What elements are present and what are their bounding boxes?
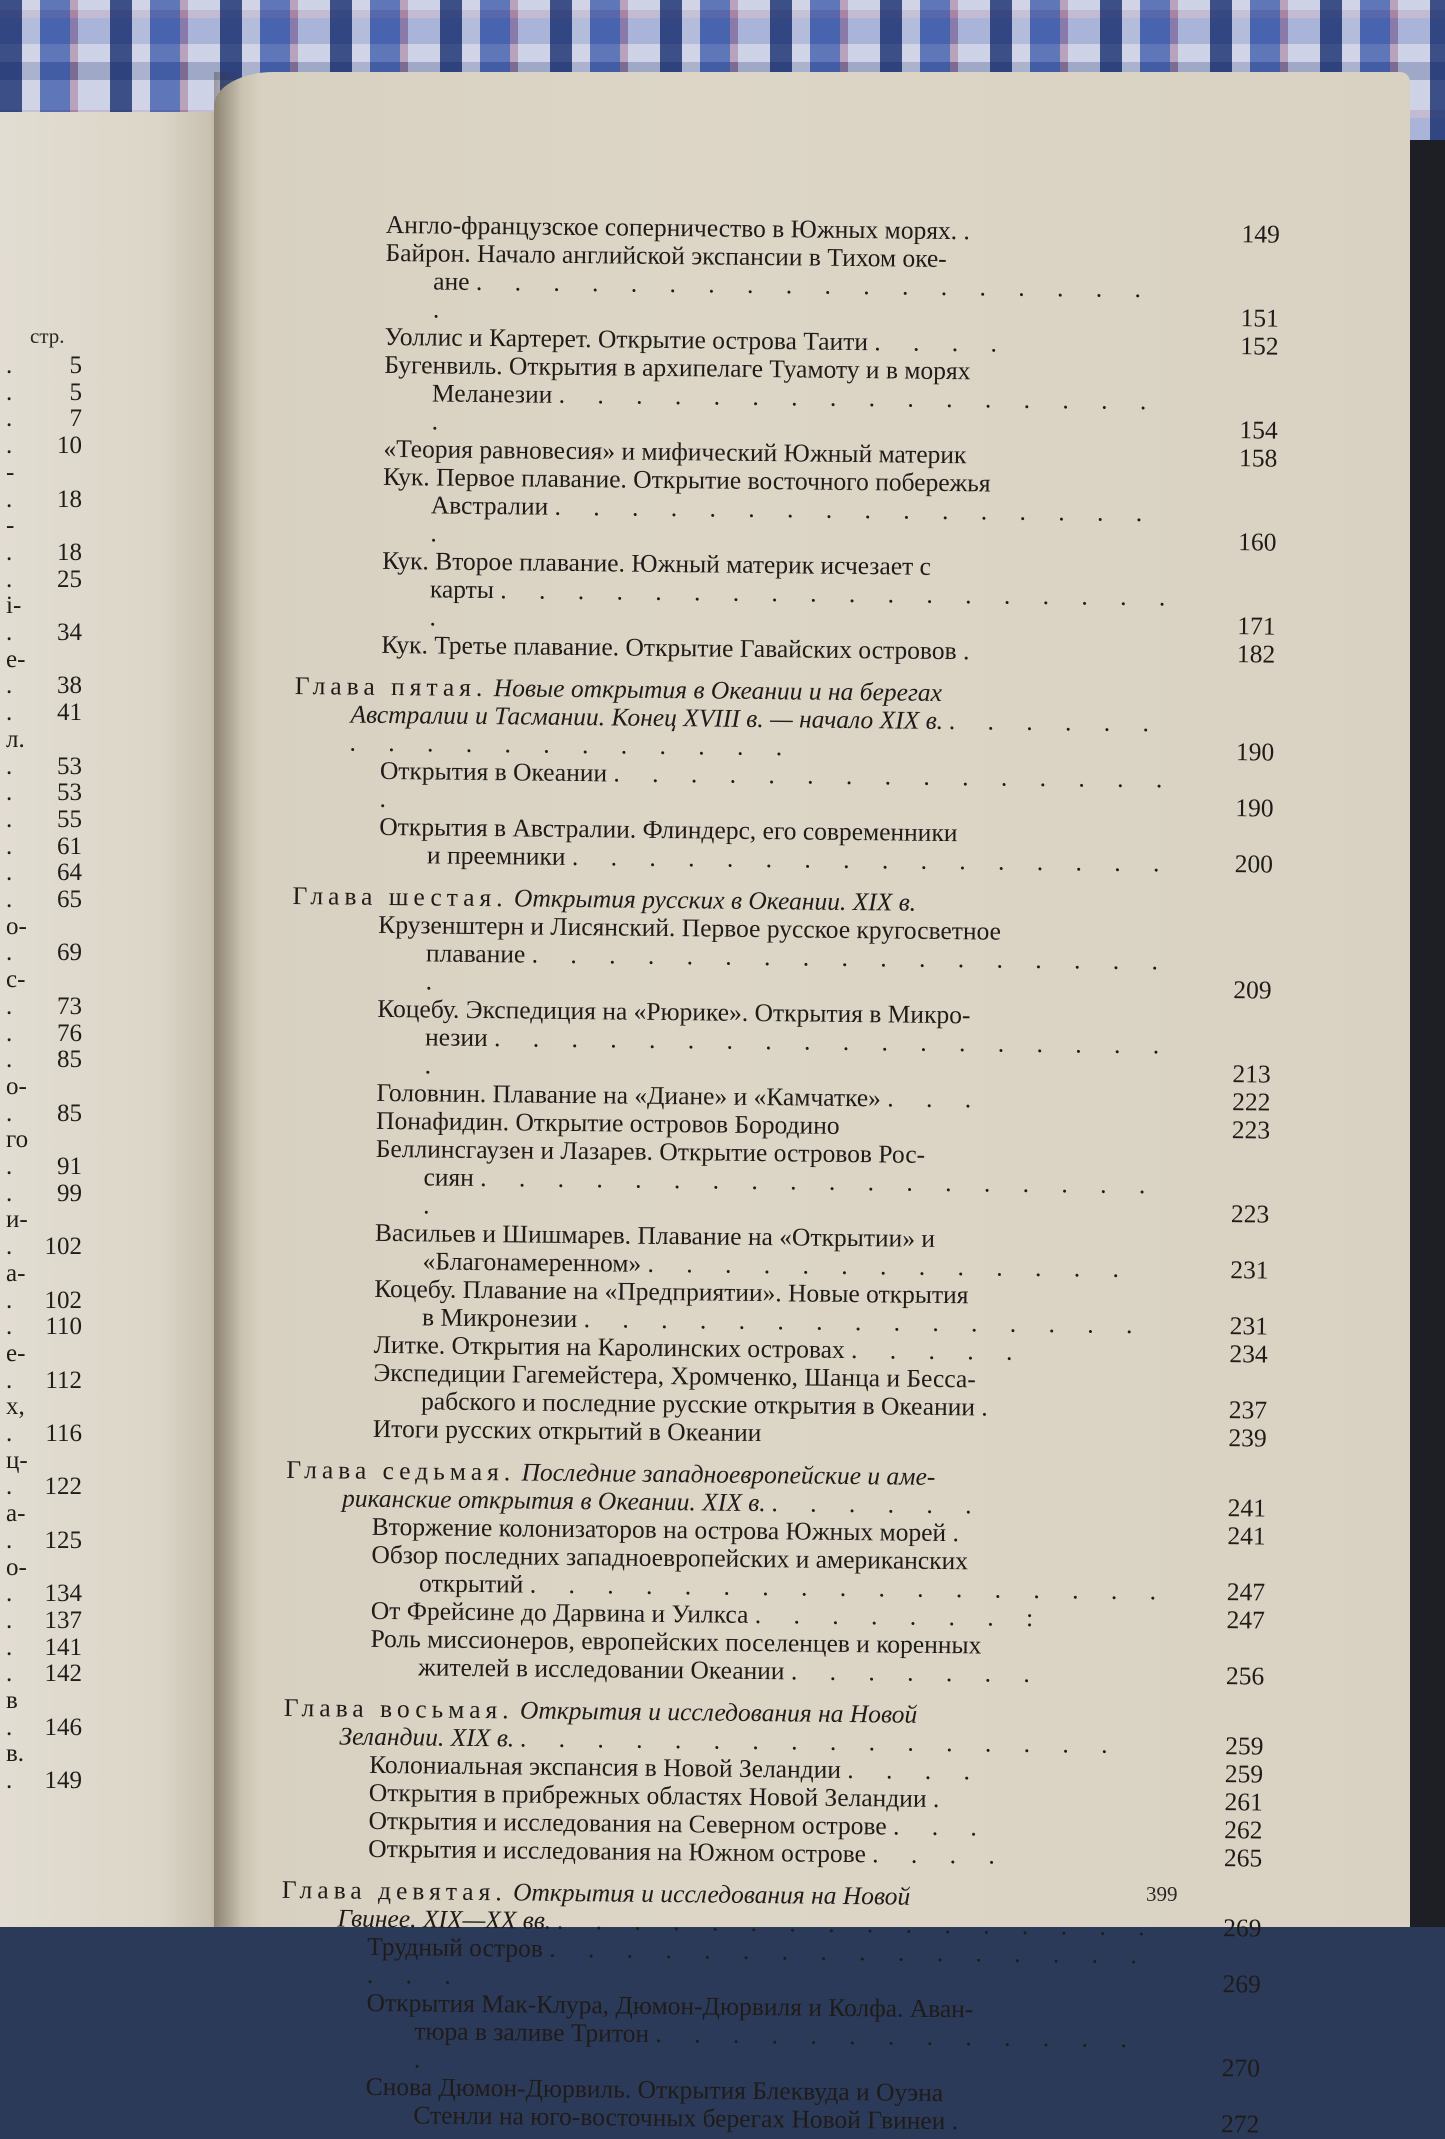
page-number: 99 [22,1180,82,1208]
left-page-row [0,1500,226,1528]
entry-title: Головнин. Плавание на «Диане» и «Камчатке» [376,1078,881,1112]
entry-title-cont: тюра в заливе Тритон . . . . . . . . . . . . . . [366,2017,1171,2082]
left-page-row [0,1046,226,1074]
page-number: 125 [22,1527,82,1555]
toc-entry [370,1625,1265,1691]
page-number: 10 [22,432,82,460]
table-of-contents [279,210,1280,2138]
chapter-8 [282,1694,1264,1873]
left-page-row [0,1100,226,1128]
chapter-5 [293,672,1275,879]
row-fragment: х, [6,1393,25,1421]
page-number: 171 [1195,612,1275,641]
page-number: 231 [1188,1312,1268,1341]
row-fragment: . [6,619,12,647]
page-number: 262 [1182,1816,1262,1845]
entry-title: Бугенвиль. Открытия в архипелаге Туамоту и в морях [384,350,970,385]
left-page-row [0,1340,226,1368]
left-page-row [0,459,226,487]
left-page-row [0,1687,226,1715]
page-number: 55 [22,806,82,834]
row-fragment: . [6,833,12,861]
chapter-title-cont: Австралии и Тасмании. Конец XVIII в. — начало XIX в. . . . . . . . . . . . . . . . . . . [294,700,1185,766]
page-number: 265 [1182,1844,1262,1873]
entry-title: Кук. Третье плавание. Открытие Гавайских островов [381,630,957,665]
left-page-row [0,672,226,700]
page-number: 61 [22,833,82,861]
toc-entry [381,547,1276,641]
entry-title: Байрон. Начало английской экспансии в Тихом оке- [385,238,947,273]
page-number: 158 [1197,444,1277,473]
leader-dots: . . . . [872,1839,1008,1869]
row-fragment: . [6,753,12,781]
row-fragment: е- [6,646,25,674]
left-page-row [0,432,226,460]
row-fragment: - [6,459,14,487]
toc-entry [379,813,1274,879]
page-number: 149 [22,1767,82,1795]
chapter-title: Последние западноевропейские и аме- [521,1457,935,1490]
page-number: 141 [22,1634,82,1662]
page-number: 65 [22,886,82,914]
page-number: 110 [22,1313,82,1341]
entry-title: Роль миссионеров, европейских поселенцев и коренных [370,1624,981,1660]
page-number: 5 [22,352,82,380]
toc-entry [384,351,1279,445]
toc-block-chapter4-end [295,210,1280,669]
entry-title: Открытия в прибрежных областях Новой Зеландии [369,1778,927,1813]
entry-title: Коцебу. Плавание на «Предприятии». Новые открытия [374,1274,968,1309]
entry-title: Кук. Первое плавание. Открытие восточного побережья [383,462,991,498]
entry-title-cont: «Благонамеренном» . . . . . . . . . . . . . [374,1247,1178,1284]
page-number: 41 [22,699,82,727]
page-number: 239 [1187,1424,1267,1453]
left-page-row [0,1420,226,1448]
page-number: 53 [22,753,82,781]
left-page-row [0,1367,226,1395]
left-page-row [0,1740,226,1768]
page-number: 34 [22,619,82,647]
row-fragment: . [6,1527,12,1555]
row-fragment: . [6,672,12,700]
row-fragment: - [6,512,14,540]
row-fragment: . [6,566,12,594]
chapter-title-cont: риканские открытия в Океании. XIX в. . . . . . . [286,1484,1176,1522]
page-number: 237 [1187,1396,1267,1425]
row-fragment: . [6,1233,12,1261]
page-number: 182 [1195,640,1275,669]
row-fragment: . [6,1420,12,1448]
toc-entry [385,239,1280,333]
row-fragment: а- [6,1260,25,1288]
left-page [0,112,226,1927]
page-number: 18 [22,486,82,514]
entry-title: От Фрейсине до Дарвина и Уилкса [371,1596,749,1629]
page-number: 85 [22,1100,82,1128]
left-page-row [0,405,226,433]
left-page-row [0,1393,226,1421]
entry-title: Открытия в Австралии. Флиндерс, его современники [379,812,957,847]
leader-dots: . . . [893,1812,990,1842]
page-number: 247 [1185,1606,1265,1635]
entry-title-cont: жителей в исследовании Океании . . . . . . . [370,1653,1174,1690]
row-fragment: . [6,1367,12,1395]
row-fragment: го [6,1126,28,1154]
left-page-row [0,1153,226,1181]
left-page-row [0,859,226,887]
page-number: 146 [22,1714,82,1742]
left-page-row [0,1714,226,1742]
row-fragment: . [6,1473,12,1501]
leader-dots: . . . . . . . . . . . . . . . . [379,758,1175,813]
left-page-row [0,726,226,754]
leader-dots: . [933,1784,953,1813]
row-fragment: . [6,1660,12,1688]
left-page-row [0,1554,226,1582]
chapter-title-cont: Зеландии. XIX в. . . . . . . . . . . . . . . . . [283,1722,1173,1760]
page-number: 134 [22,1580,82,1608]
left-page-row [0,913,226,941]
row-fragment: е- [6,1340,25,1368]
row-fragment: . [6,939,12,967]
leader-dots: . . . . [874,327,1010,357]
left-page-row [0,939,226,967]
row-fragment: . [6,886,12,914]
entry-title-cont: Меланезии . . . . . . . . . . . . . . . . . [384,379,1189,444]
toc-entry [382,463,1277,557]
left-page-row [0,753,226,781]
chapter-label: Глава седьмая. [286,1455,515,1486]
chapter-entries [287,910,1273,1453]
entry-title: Коцебу. Экспедиция на «Рюрике». Открытия в Микро- [377,994,970,1029]
entry-title: Открытия и исследования на Южном острове [368,1834,866,1868]
page-number: 272 [1179,2110,1259,2139]
toc-entry [365,2073,1260,2139]
entry-title: Беллинсгаузен и Лазарев. Открытие островов Рос- [376,1134,926,1169]
entry-title: Трудный остров [367,1932,543,1963]
entry-title-cont: плавание . . . . . . . . . . . . . . . . . . [378,939,1183,1004]
row-fragment: . [6,1046,12,1074]
chapter-label: Глава шестая. [292,881,507,912]
left-page-row [0,592,226,620]
chapter-heading [294,672,1275,767]
row-fragment: . [6,1714,12,1742]
left-page-row [0,1126,226,1154]
row-fragment: ц- [6,1447,28,1475]
left-page-row [0,1634,226,1662]
row-fragment: . [6,432,12,460]
entry-title: Англо-французское соперничество в Южных морях. [386,210,958,245]
left-page-row [0,779,226,807]
chapter-label: Глава пятая. [295,671,488,702]
row-fragment: . [6,1313,12,1341]
entry-title: Открытия в Океании [380,756,608,787]
row-fragment: . [6,1767,12,1795]
entry-title-cont: Стенли на юго-восточных берегах Новой Гвинеи . [365,2101,1169,2138]
entry-title: Обзор последних западноевропейских и американских [371,1540,968,1575]
row-fragment: л. [6,726,25,754]
page-number: 91 [22,1153,82,1181]
page-number: 76 [22,1020,82,1048]
left-page-row [0,486,226,514]
row-fragment: . [6,1100,12,1128]
page-number: 190 [1193,794,1273,823]
page-number: 73 [22,993,82,1021]
row-fragment: . [6,699,12,727]
page-number: 102 [22,1287,82,1315]
page-number: 259 [1183,1760,1263,1789]
entry-title-cont: и преемники . . . . . . . . . . . . . . . . [379,841,1183,878]
entry-title: Снова Дюмон-Дюрвиль. Открытия Блеквуда и Оуэна [366,2072,944,2107]
page-number: 241 [1186,1494,1266,1523]
chapter-entries [293,756,1274,879]
page-number: 53 [22,779,82,807]
chapter-title: Новые открытия в Океании и на берегах [494,673,943,707]
left-page-row [0,539,226,567]
dark-surface-edge [1405,140,1445,1927]
entry-title: Литке. Открытия на Каролинских островах [374,1330,845,1364]
page-number: 190 [1194,738,1274,767]
row-fragment: . [6,539,12,567]
page-number: 69 [22,939,82,967]
left-page-row [0,646,226,674]
left-page-row [0,833,226,861]
page-number: 160 [1196,528,1276,557]
row-fragment: и- [6,1206,28,1234]
entry-title-cont: рабского и последние русские открытия в Океании . [373,1387,1177,1424]
entry-title-cont: ане . . . . . . . . . . . . . . . . . . . [385,267,1190,332]
left-page-row [0,1180,226,1208]
left-page-row [0,699,226,727]
page-number: 142 [22,1660,82,1688]
left-page-row [0,1233,226,1261]
leader-dots: . . . . . . . : [755,1600,1047,1632]
left-page-row [0,1527,226,1555]
page-number: 18 [22,539,82,567]
page-folio-number: 399 [1146,1882,1178,1907]
page-number: 85 [22,1046,82,1074]
leader-dots: . . . [887,1083,984,1113]
left-page-row [0,352,226,380]
row-fragment: і- [6,592,21,620]
page-number: 116 [22,1420,82,1448]
page-number: 112 [22,1367,82,1395]
page-number: 137 [22,1607,82,1635]
entry-title: Понафидин. Открытие островов Бородино [376,1106,840,1140]
left-page-row [0,886,226,914]
row-fragment: . [6,1634,12,1662]
toc-entry [375,1135,1270,1229]
row-fragment: . [6,1607,12,1635]
chapter-title-cont: Гвинее. XIX—XX вв. . . . . . . . . . . . . . . . . [281,1904,1171,1942]
page-number: 25 [22,566,82,594]
left-page-row [0,1767,226,1795]
chapter-title: Открытия русских в Океании. XIX в. [514,883,916,916]
chapter-entries [279,1932,1261,2139]
row-fragment: . [6,352,12,380]
entry-title-cont: карты . . . . . . . . . . . . . . . . . . . [381,575,1186,640]
chapter-6 [287,882,1273,1453]
left-page-row [0,1206,226,1234]
toc-entry [377,995,1272,1089]
entry-title-cont: незии . . . . . . . . . . . . . . . . . . . [377,1023,1182,1088]
left-page-row [0,1660,226,1688]
chapter-label: Глава восьмая. [284,1693,514,1724]
row-fragment: . [6,1180,12,1208]
spine-shadow [214,72,242,1927]
page-number: 259 [1183,1732,1263,1761]
left-page-row [0,993,226,1021]
page-number: 200 [1193,850,1273,879]
page-column-label: стр. [30,324,65,349]
page-number: 5 [22,379,82,407]
row-fragment: . [6,859,12,887]
row-fragment: а- [6,1500,25,1528]
entry-title: Васильев и Шишмарев. Плавание на «Открытии» и [375,1218,935,1253]
page-number: 154 [1198,416,1278,445]
page-number: 64 [22,859,82,887]
leader-dots: . . . . . . . . . . . . . . . . . . . [367,1934,1150,1990]
left-page-row [0,619,226,647]
left-page-row [0,1287,226,1315]
page-number: 241 [1186,1522,1266,1551]
page-number: 38 [22,672,82,700]
page-number: 269 [1181,1914,1261,1943]
leader-dots: . [963,636,983,665]
page-number: 151 [1199,304,1279,333]
page-number: 256 [1184,1662,1264,1691]
entry-title: Колониальная экспансия в Новой Зеландии [369,1750,841,1784]
page-number: 269 [1181,1970,1261,1999]
row-fragment: о- [6,1554,27,1582]
row-fragment: с- [6,966,25,994]
row-fragment: . [6,806,12,834]
left-page-row [0,512,226,540]
leader-dots: . [952,1518,972,1547]
entry-title: Крузенштерн и Лисянский. Первое русское кругосветное [378,910,1001,946]
entry-title-cont: Австралии . . . . . . . . . . . . . . . . . [382,491,1187,556]
page-number: 149 [1200,220,1280,249]
left-page-row [0,379,226,407]
row-fragment: в [6,1687,18,1715]
chapter-entries [284,1512,1266,1691]
left-page-row [0,1260,226,1288]
page-number: 247 [1185,1578,1265,1607]
left-page-row [0,806,226,834]
row-fragment: о- [6,1073,27,1101]
row-fragment: . [6,405,12,433]
row-fragment: . [6,1580,12,1608]
page-number: 122 [22,1473,82,1501]
row-fragment: . [6,1020,12,1048]
left-page-row [0,1313,226,1341]
left-page-row [0,1020,226,1048]
page-number: 102 [22,1233,82,1261]
leader-dots: . [963,216,983,245]
left-page-row [0,1447,226,1475]
entry-title-cont: в Микронезии . . . . . . . . . . . . . . . [374,1303,1178,1340]
left-page-row [0,966,226,994]
entry-title-cont: сиян . . . . . . . . . . . . . . . . . . . [375,1163,1180,1228]
left-page-row [0,566,226,594]
entry-title: Экспедиции Гагемейстера, Хромченко, Шанца и Бесса- [373,1358,976,1394]
row-fragment: . [6,779,12,807]
left-page-row [0,1073,226,1101]
row-fragment: . [6,993,12,1021]
page-number: 223 [1190,1116,1270,1145]
page-number: 209 [1191,976,1271,1005]
page-number: 261 [1183,1788,1263,1817]
chapter-7 [284,1456,1266,1691]
chapter-label: Глава девятая. [282,1875,507,1906]
entry-title: Открытия и исследования на Северном острове [368,1806,886,1841]
chapter-title: Открытия и исследования на Новой [520,1695,918,1728]
entry-title: Вторжение колонизаторов на острова Южных морей [372,1512,947,1547]
left-page-row [0,1580,226,1608]
entry-title-cont: открытий . . . . . . . . . . . . . . . . . [371,1569,1175,1606]
row-fragment: в. [6,1740,24,1768]
page-number: 222 [1190,1088,1270,1117]
page-number: 234 [1188,1340,1268,1369]
chapter-9 [279,1876,1262,2139]
row-fragment: . [6,1153,12,1181]
leader-dots: . . . . . [851,1335,1026,1366]
row-fragment: о- [6,913,27,941]
row-fragment: . [6,486,12,514]
toc-entry [366,1989,1261,2083]
entry-title: Уоллис и Картерет. Открытие острова Таити [384,322,868,356]
leader-dots: . . . . [847,1755,983,1785]
page-number: 231 [1188,1256,1268,1285]
entry-title: Итоги русских открытий в Океании [373,1414,762,1447]
entry-title: Кук. Второе плавание. Южный материк исчезает с [382,546,931,581]
entry-title: «Теория равновесия» и мифический Южный материк [383,434,966,469]
page-number: 270 [1180,2054,1260,2083]
entry-title: Открытия Мак-Клура, Дюмон-Дюрвиля и Колфа. Аван- [366,1988,973,2024]
row-fragment: . [6,379,12,407]
page-number: 152 [1198,332,1278,361]
left-page-row [0,1607,226,1635]
left-page-row [0,1473,226,1501]
chapter-title: Открытия и исследования на Новой [513,1877,911,1910]
page-number: 7 [22,405,82,433]
row-fragment: . [6,1287,12,1315]
chapter-entries [282,1750,1263,1873]
page-number: 213 [1191,1060,1271,1089]
toc-entry [378,911,1273,1005]
page-number: 223 [1189,1200,1269,1229]
